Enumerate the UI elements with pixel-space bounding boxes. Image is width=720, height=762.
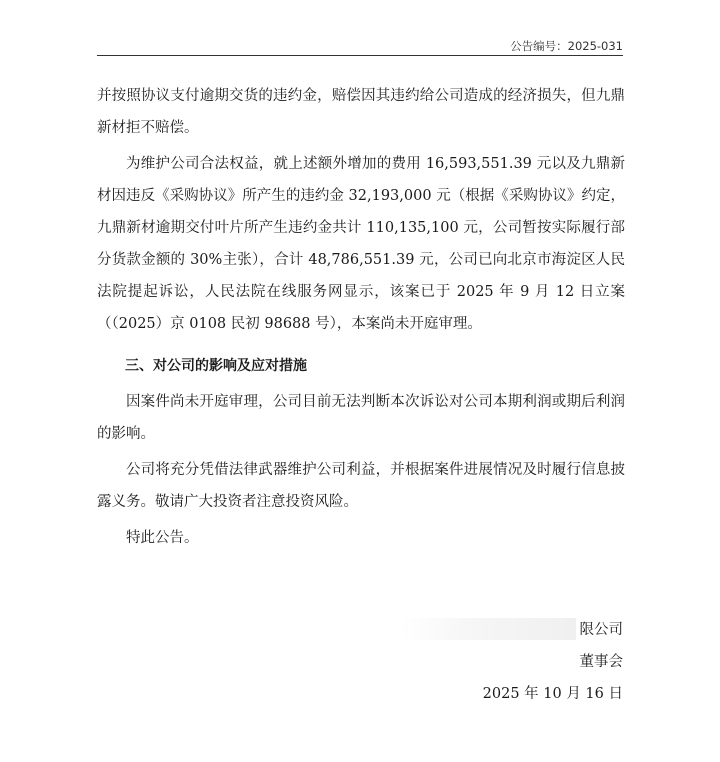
signature-board: 董事会 bbox=[579, 654, 623, 670]
announcement-code: 公告编号：2025-031 bbox=[510, 39, 623, 53]
paragraph-measures: 公司将充分凭借法律武器维护公司利益，并根据案件进展情况及时履行信息披露义务。敬请广大投资者注意投资风险。 bbox=[97, 462, 625, 510]
paragraph-lawsuit-details: 为维护公司合法权益，就上述额外增加的费用 16,593,551.39 元以及九鼎新材因违反《采购协议》所产生的违约金 32,193,000 元（根据《采购协议》约定，九鼎新材逾期交付叶片所产生违约金共计 110,135,100 元，公司暂按实际履行部分货款金额的 30%主张），合计 48,786,551.39 元，公司已向北京市海淀区人民法院提起诉讼，人民法院在线服务网显示，该案已于 2025 年 9 月 12 日立案（（2025）京 0108 民初 98688 号），本案尚未开庭审理。 bbox=[97, 156, 625, 332]
document-body bbox=[97, 80, 625, 558]
signature-block bbox=[483, 614, 623, 710]
header-divider bbox=[97, 55, 623, 56]
signature-date: 2025 年 10 月 16 日 bbox=[482, 686, 623, 702]
signature-company: 限公司 bbox=[579, 622, 623, 638]
paragraph-closing: 特此公告。 bbox=[126, 530, 199, 546]
section-heading-impact: 三、对公司的影响及应对措施 bbox=[125, 358, 307, 374]
paragraph-impact: 因案件尚未开庭审理，公司目前无法判断本次诉讼对公司本期利润或期后利润的影响。 bbox=[97, 394, 625, 442]
paragraph-continued: 并按照协议支付逾期交货的违约金，赔偿因其违约给公司造成的经济损失，但九鼎新材拒不赔偿。 bbox=[97, 88, 625, 136]
